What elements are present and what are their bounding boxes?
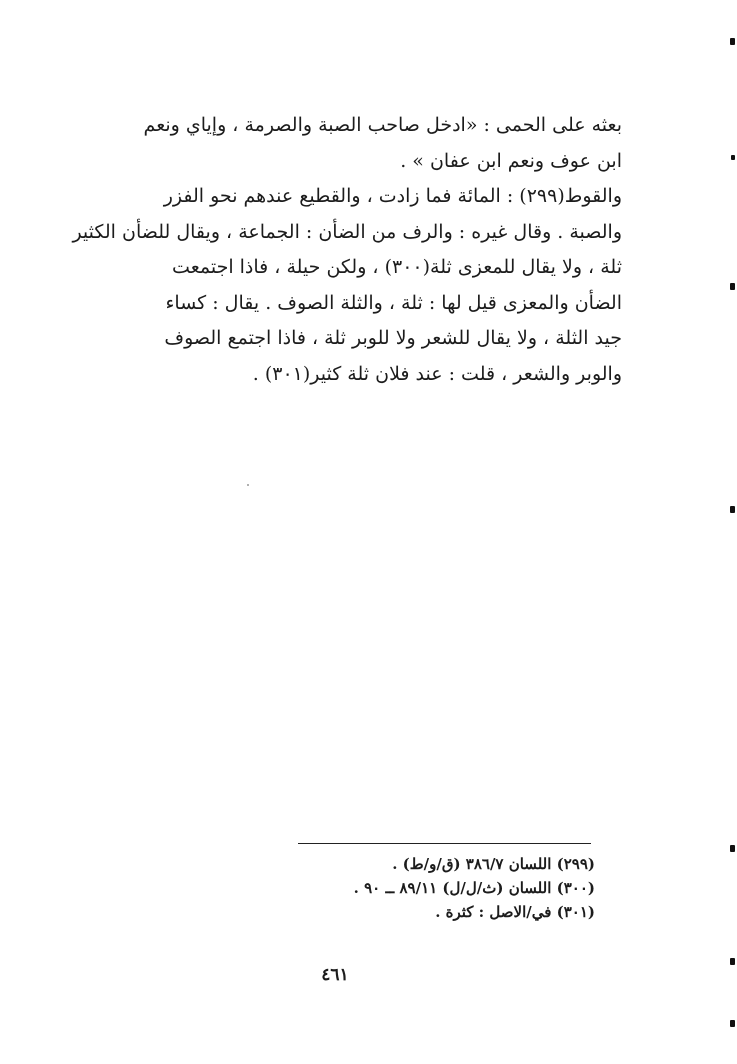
scan-edge-mark bbox=[730, 845, 735, 852]
footnote-299: (٢٩٩) اللسان ٣٨٦/٧ (ق/و/ط) . bbox=[392, 855, 595, 873]
text-line: جيد الثلة ، ولا يقال للشعر ولا للوبر ثلة ، فاذا اجتمع الصوف bbox=[164, 327, 622, 349]
scan-edge-mark bbox=[730, 958, 735, 965]
footnotes bbox=[250, 852, 595, 924]
text-line: والقوط(٢٩٩) : المائة فما زادت ، والقطيع عندهم نحو الفزر bbox=[163, 185, 622, 207]
footnote-300: (٣٠٠) اللسان (ث/ل/ل) ٨٩/١١ ــ ٩٠ . bbox=[353, 879, 595, 897]
main-text bbox=[52, 108, 622, 392]
scan-edge-mark bbox=[730, 506, 735, 513]
text-line: والوبر والشعر ، قلت : عند فلان ثلة كثير(٣٠١) . bbox=[252, 362, 622, 385]
text-line: الضأن والمعزى قيل لها : ثلة ، والثلة الصوف . يقال : كساء bbox=[165, 291, 622, 314]
page-number: ٤٦١ bbox=[321, 965, 349, 985]
text-line: والصبة . وقال غيره : والرف من الضأن : الجماعة ، ويقال للضأن الكثير bbox=[72, 220, 622, 243]
footnote-divider bbox=[298, 843, 591, 844]
scan-edge-mark bbox=[730, 283, 735, 290]
scan-edge-mark bbox=[731, 155, 735, 160]
scan-speck bbox=[247, 484, 249, 486]
text-line: ابن عوف ونعم ابن عفان » . bbox=[400, 149, 622, 172]
scan-edge-mark bbox=[730, 38, 735, 45]
scan-edge-mark bbox=[730, 1020, 735, 1027]
text-line: ثلة ، ولا يقال للمعزى ثلة(٣٠٠) ، ولكن حيلة ، فاذا اجتمعت bbox=[172, 256, 622, 278]
footnote-301: (٣٠١) في/الاصل : كثرة . bbox=[435, 903, 595, 921]
text-line: بعثه على الحمى : «ادخل صاحب الصبة والصرمة ، وإياي ونعم bbox=[143, 114, 622, 136]
